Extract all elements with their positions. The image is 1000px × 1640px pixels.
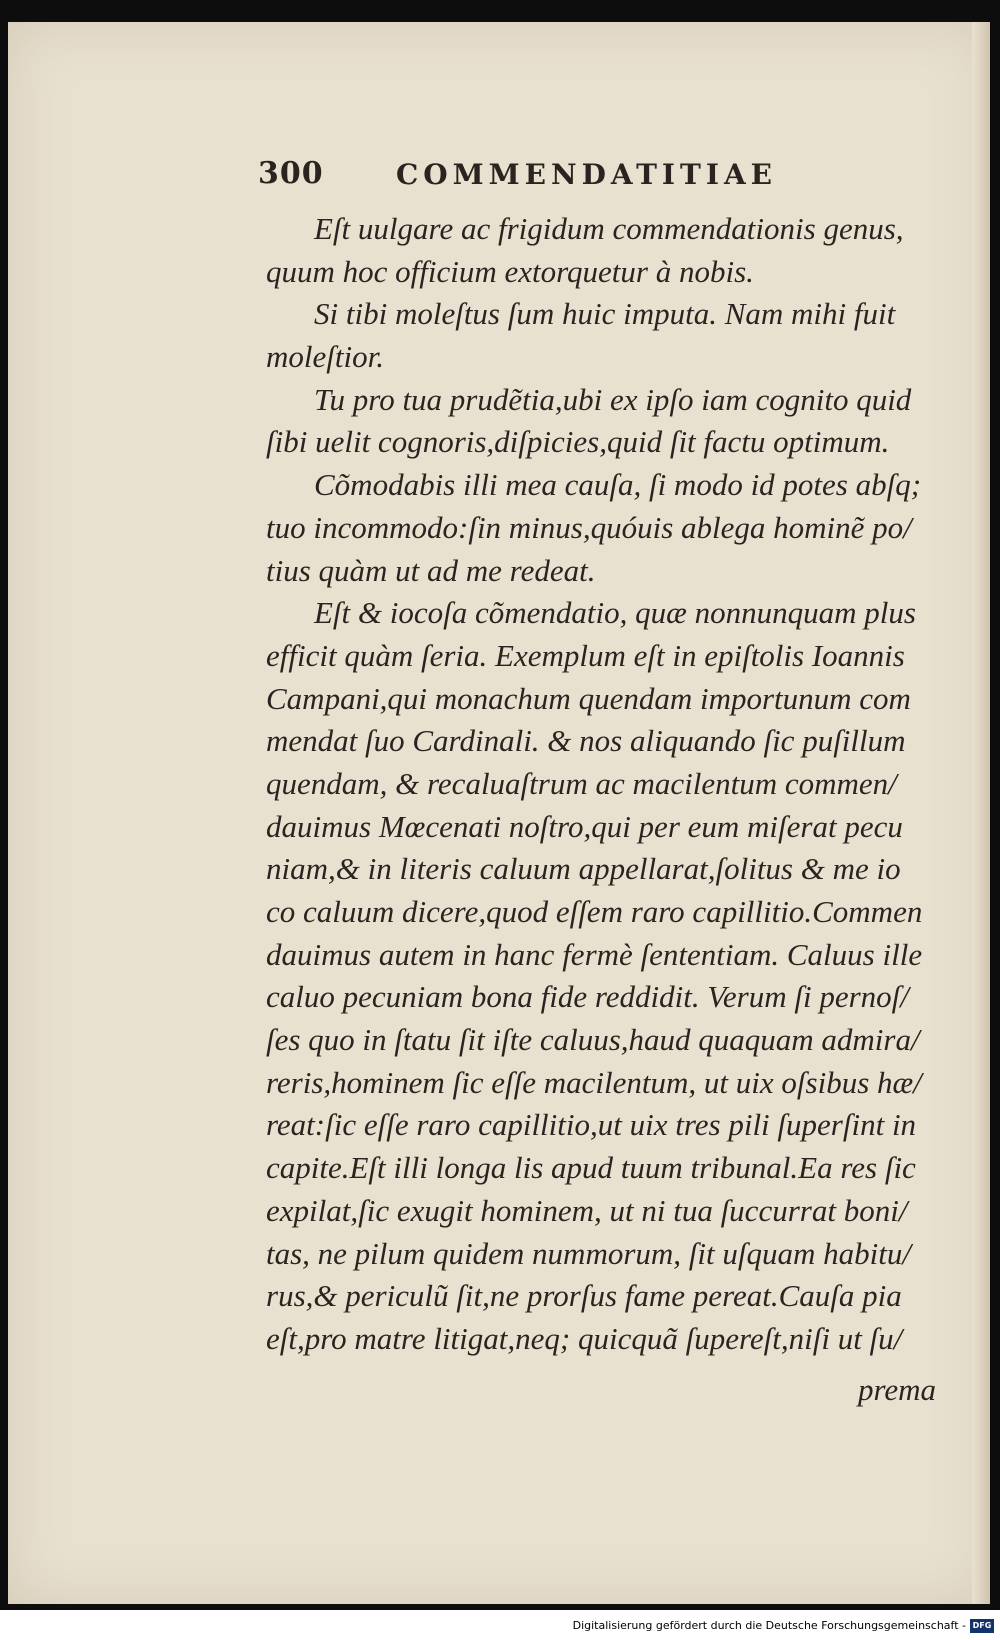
text-line: Campani,qui monachum quendam importunum com — [266, 680, 911, 716]
text-line: tuo incommodo:ſin minus,quóuis ablega hominẽ po/ — [266, 509, 912, 545]
text-line: caluo pecuniam bona fide reddidit. Verum ſi pernoſ/ — [266, 979, 909, 1015]
text-line: dauimus Mœcenati noſtro,qui per eum miſerat pecu — [266, 808, 903, 844]
footer-bar — [0, 1610, 1000, 1640]
running-head: COMMENDATITIAE — [396, 158, 778, 191]
page-header — [258, 148, 958, 198]
text-line: dauimus autem in hanc fermè ſententiam. Caluus ille — [266, 936, 923, 972]
text-line: reris,hominem ſic eſſe macilentum, ut uix oſsibus hæ/ — [266, 1064, 922, 1100]
text-line: quendam, & recaluaſtrum ac macilentum commen/ — [266, 765, 897, 801]
text-line: Cõmodabis illi mea cauſa, ſi modo id potes abſq; — [314, 467, 922, 503]
text-line: reat:ſic eſſe raro capillitio,ut uix tres pili ſuperſint in — [266, 1107, 917, 1143]
text-line: tius quàm ut ad me redeat. — [266, 552, 596, 588]
text-line: niam,& in literis caluum appellarat,ſolitus & me io — [266, 851, 901, 887]
text-line: moleſtior. — [266, 339, 384, 375]
book-page — [8, 22, 990, 1604]
footer-credit: Digitalisierung gefördert durch die Deutsche Forschungsgemeinschaft - — [572, 1619, 966, 1632]
text-line: ſes quo in ſtatu ſit iſte caluus,haud quaquam admira/ — [266, 1022, 920, 1058]
page-gutter-edge — [972, 22, 990, 1604]
text-line: expilat,ſic exugit hominem, ut ni tua ſuccurrat boni/ — [266, 1192, 908, 1228]
text-line: efficit quàm ſeria. Exemplum eſt in epiſtolis Ioannis — [266, 637, 905, 673]
folio-number: 300 — [258, 156, 324, 191]
text-line: Eſt & iocoſa cõmendatio, quæ nonnunquam plus — [314, 595, 916, 631]
text-line: tas, ne pilum quidem nummorum, ſit uſquam habitu/ — [266, 1235, 911, 1271]
text-line: rus,& periculũ ſit,ne prorſus fame pereat.Cauſa pia — [266, 1278, 902, 1314]
text-line: mendat ſuo Cardinali. & nos aliquando ſic puſillum — [266, 723, 906, 759]
text-line: co caluum dicere,quod eſſem raro capillitio.Commen — [266, 894, 923, 929]
text-block — [266, 208, 951, 1361]
text-line: Tu pro tua prudẽtia,ubi ex ipſo iam cognito quid — [314, 381, 912, 417]
text-line: ſibi uelit cognoris,diſpicies,quid ſit factu optimum. — [266, 424, 890, 460]
text-line: capite.Eſt illi longa lis apud tuum tribunal.Ea res ſic — [266, 1150, 916, 1186]
text-line: Si tibi moleſtus ſum huic imputa. Nam mihi fuit — [314, 296, 896, 332]
text-line: quum hoc officium extorquetur à nobis. — [266, 253, 754, 289]
dfg-logo: DFG — [970, 1619, 994, 1633]
text-line: eſt,pro matre litigat,neq; quicquã ſupereſt,niſi ut ſu/ — [266, 1320, 903, 1356]
catchword: prema — [858, 1372, 937, 1407]
text-line: Eſt uulgare ac frigidum commendationis genus, — [314, 211, 904, 246]
